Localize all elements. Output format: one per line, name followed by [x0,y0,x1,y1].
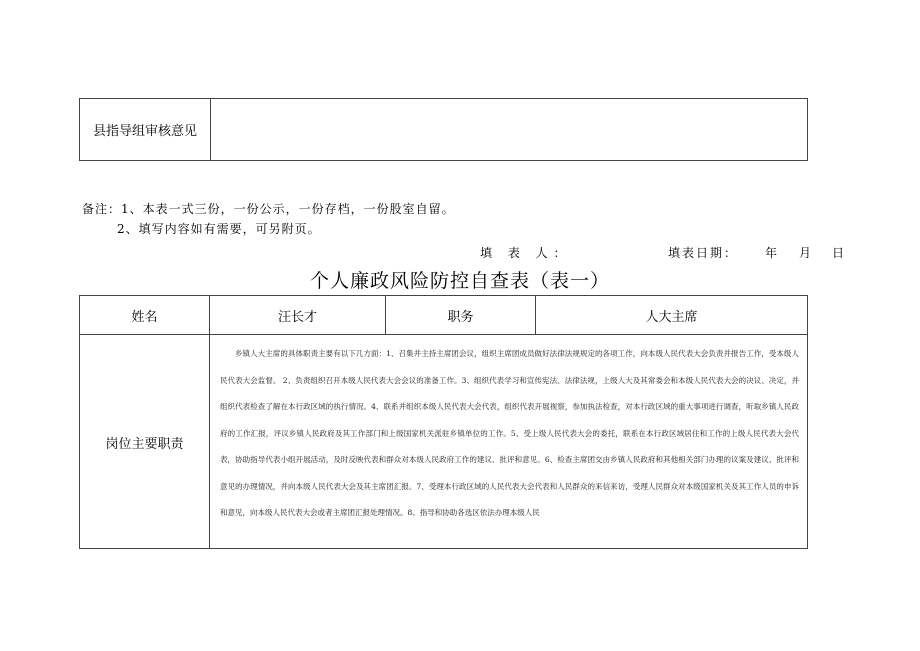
header-row [80,296,807,335]
position-label: 职务 [386,296,536,334]
year-label: 年 [765,246,778,260]
duties-label: 岗位主要职责 [80,335,210,549]
form-title: 个人廉政风险防控自查表（表一） [309,270,610,292]
name-label: 姓名 [80,296,210,334]
review-value [211,99,807,160]
name-value: 汪长才 [210,296,386,334]
date-label: 填表日期： [668,246,739,260]
duties-text: 乡镇人大主席的具体职责主要有以下几方面：1、召集并主持主席团会议，组织主席团成员做好法律法规规定的各项工作，向本级人民代表大会负责并报告工作，受本级人民代表大会监督。 2、负责组织召开本级人民代表大会会议的准备工作。3、组织代表学习和宣传宪法、法律法规，上级人大及其常委会和本级人民代表大会的决议、决定，并组织代表检查了解在本行政区域的执行情况。4、联系并组织本级人民代表大会代表，组织代表开展视察，参加执法检查，对本行政区域的重大事项进行调查，听取乡镇人民政府的工作汇报，评议乡镇人民政府及其工作部门和上级国家机关派驻乡镇单位的工作。5、受上级人民代表大会的委托，联系在本行政区域居住和工作的上级人民代表大会代表，协助指导代表小组开展活动，及时反映代表和群众对本级人民政府工作的建议、批评和意见。6、检查主席团交由乡镇人民政府和其他相关部门办理的议案及建议、批评和意见的办理情况，并向本级人民代表大会及其主席团汇报。7、受理本行政区域的人民代表大会代表和人民群众的来信来访，受理人民群众对本级国家机关及其工作人员的申诉和意见，向本级人民代表大会或者主席团汇报处理情况。8、指导和协助各选区依法办理本级人民 [220,349,799,517]
review-table [79,98,808,161]
position-value: 人大主席 [645,309,698,325]
duties-row [80,335,807,549]
review-label: 县指导组审核意见 [80,99,211,160]
note-line-1: 备注：1、本表一式三份，一份公示，一份存档，一份股室自留。 [82,202,455,216]
day-label: 日 [832,246,845,260]
month-label: 月 [799,246,812,260]
self-check-table [79,295,808,549]
filler-label: 填 表 人： [480,246,572,260]
notes [82,199,455,239]
note-line-2: 2、填写内容如有需要，可另附页。 [117,222,321,236]
